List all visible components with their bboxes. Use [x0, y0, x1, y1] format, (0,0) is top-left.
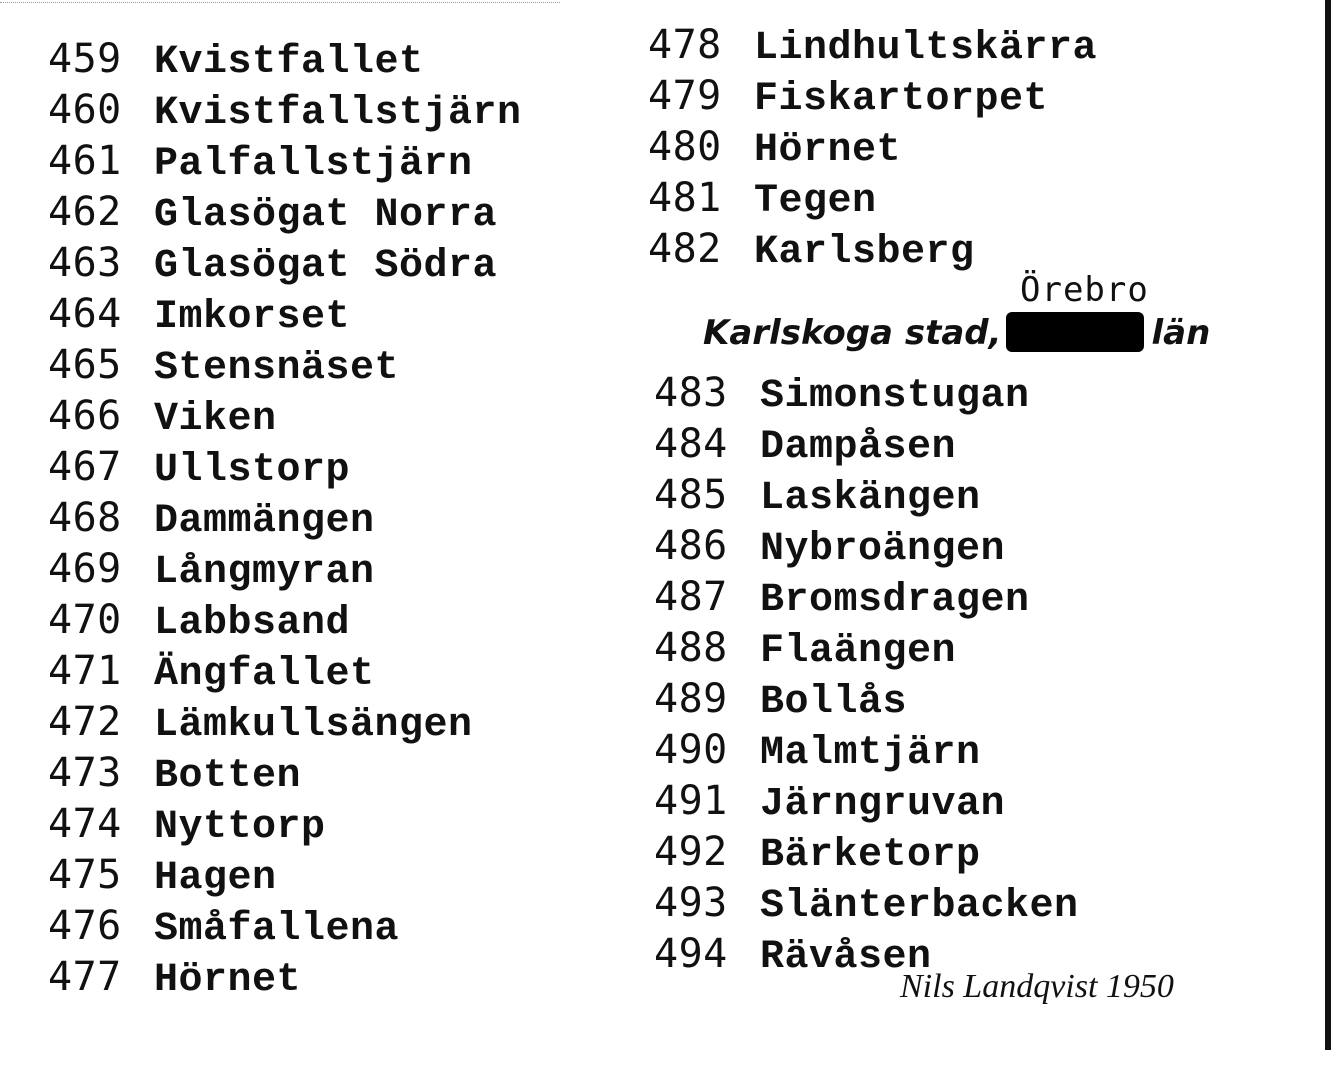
entry-name: Fiskartorpet: [754, 77, 1049, 122]
entry-name: Ullstorp: [154, 448, 351, 493]
handwritten-insert: Örebro: [1020, 270, 1149, 310]
author-signature: Nils Landqvist 1950: [900, 968, 1174, 1005]
entry-number: 489: [654, 676, 728, 722]
entry-number: 481: [648, 175, 722, 221]
list-item: [48, 34, 522, 85]
entry-number: 493: [654, 880, 728, 926]
entry-number: 460: [48, 87, 122, 133]
entry-number: 466: [48, 393, 122, 439]
entry-number: 480: [648, 124, 722, 170]
entry-name: Botten: [154, 754, 302, 799]
entry-number: 472: [48, 699, 122, 745]
entry-number: 488: [654, 625, 728, 671]
list-item: [48, 289, 522, 340]
list-item: [48, 901, 522, 952]
list-item: [654, 674, 1079, 725]
list-item: [48, 136, 522, 187]
heading-prefix: Karlskoga stad,: [703, 313, 1002, 353]
entry-number: 467: [48, 444, 122, 490]
list-item: [648, 71, 1097, 122]
entry-name: Nyttorp: [154, 805, 326, 850]
entry-number: 478: [648, 22, 722, 68]
entry-name: Stensnäset: [154, 346, 400, 391]
list-item: [648, 20, 1097, 71]
entry-number: 468: [48, 495, 122, 541]
entry-name: Viken: [154, 397, 277, 442]
entry-number: 464: [48, 291, 122, 337]
right-place-list-top: [648, 20, 1097, 275]
entry-name: Kvistfallstjärn: [154, 91, 522, 136]
entry-number: 486: [654, 523, 728, 569]
entry-number: 465: [48, 342, 122, 388]
list-item: [48, 493, 522, 544]
entry-name: Palfallstjärn: [154, 142, 473, 187]
list-item: [48, 187, 522, 238]
entry-number: 471: [48, 648, 122, 694]
list-item: [48, 340, 522, 391]
entry-number: 470: [48, 597, 122, 643]
entry-name: Karlsberg: [754, 230, 975, 275]
entry-number: 483: [654, 370, 728, 416]
entry-name: Järngruvan: [760, 782, 1006, 827]
entry-number: 487: [654, 574, 728, 620]
list-item: [654, 623, 1079, 674]
entry-number: 477: [48, 954, 122, 1000]
list-item: [648, 122, 1097, 173]
entry-name: Tegen: [754, 179, 877, 224]
entry-number: 475: [48, 852, 122, 898]
entry-number: 473: [48, 750, 122, 796]
list-item: [654, 776, 1079, 827]
list-item: [654, 521, 1079, 572]
entry-number: 494: [654, 931, 728, 977]
entry-number: 469: [48, 546, 122, 592]
list-item: [48, 391, 522, 442]
entry-name: Bärketorp: [760, 833, 981, 878]
entry-name: Småfallena: [154, 907, 400, 952]
section-heading: [703, 312, 1210, 353]
entry-number: 490: [654, 727, 728, 773]
entry-name: Labbsand: [154, 601, 351, 646]
list-item: [48, 850, 522, 901]
list-item: [654, 572, 1079, 623]
entry-number: 462: [48, 189, 122, 235]
list-item: [648, 173, 1097, 224]
entry-name: Hagen: [154, 856, 277, 901]
list-item: [48, 952, 522, 1003]
list-item: [654, 470, 1079, 521]
scan-edge: [1325, 0, 1331, 1050]
entry-number: 492: [654, 829, 728, 875]
entry-name: Glasögat Södra: [154, 244, 498, 289]
entry-name: Långmyran: [154, 550, 375, 595]
list-item: [48, 442, 522, 493]
entry-name: Flaängen: [760, 629, 957, 674]
entry-number: 476: [48, 903, 122, 949]
list-item: [48, 748, 522, 799]
entry-number: 474: [48, 801, 122, 847]
list-item: [648, 224, 1097, 275]
heading-suffix: län: [1151, 313, 1211, 353]
entry-number: 491: [654, 778, 728, 824]
entry-name: Imkorset: [154, 295, 351, 340]
entry-number: 482: [648, 226, 722, 272]
entry-name: Laskängen: [760, 476, 981, 521]
list-item: [654, 878, 1079, 929]
entry-number: 461: [48, 138, 122, 184]
entry-name: Nybroängen: [760, 527, 1006, 572]
list-item: [48, 85, 522, 136]
entry-name: Malmtjärn: [760, 731, 981, 776]
entry-name: Bollås: [760, 680, 908, 725]
entry-name: Hörnet: [154, 958, 302, 1003]
entry-number: 459: [48, 36, 122, 82]
entry-number: 463: [48, 240, 122, 286]
list-item: [654, 827, 1079, 878]
right-place-list-bottom: [654, 368, 1079, 980]
entry-name: Ängfallet: [154, 652, 375, 697]
entry-name: Lindhultskärra: [754, 26, 1098, 71]
left-place-list: [48, 34, 522, 1003]
list-item: [654, 419, 1079, 470]
entry-name: Rävåsen: [760, 935, 932, 980]
entry-name: Kvistfallet: [154, 40, 424, 85]
list-item: [48, 646, 522, 697]
list-item: [48, 238, 522, 289]
entry-name: Simonstugan: [760, 374, 1030, 419]
entry-name: Dampåsen: [760, 425, 957, 470]
entry-name: Hörnet: [754, 128, 902, 173]
list-item: [48, 697, 522, 748]
list-item: [48, 799, 522, 850]
entry-name: Bromsdragen: [760, 578, 1030, 623]
list-item: [48, 544, 522, 595]
entry-number: 479: [648, 73, 722, 119]
entry-name: Glasögat Norra: [154, 193, 498, 238]
entry-name: Slänterbacken: [760, 884, 1079, 929]
entry-number: 485: [654, 472, 728, 518]
scan-artifact: [0, 2, 560, 4]
list-item: [654, 368, 1079, 419]
list-item: [48, 595, 522, 646]
entry-number: 484: [654, 421, 728, 467]
list-item: [654, 725, 1079, 776]
redaction-mark: [1006, 312, 1144, 352]
entry-name: Dammängen: [154, 499, 375, 544]
entry-name: Lämkullsängen: [154, 703, 473, 748]
